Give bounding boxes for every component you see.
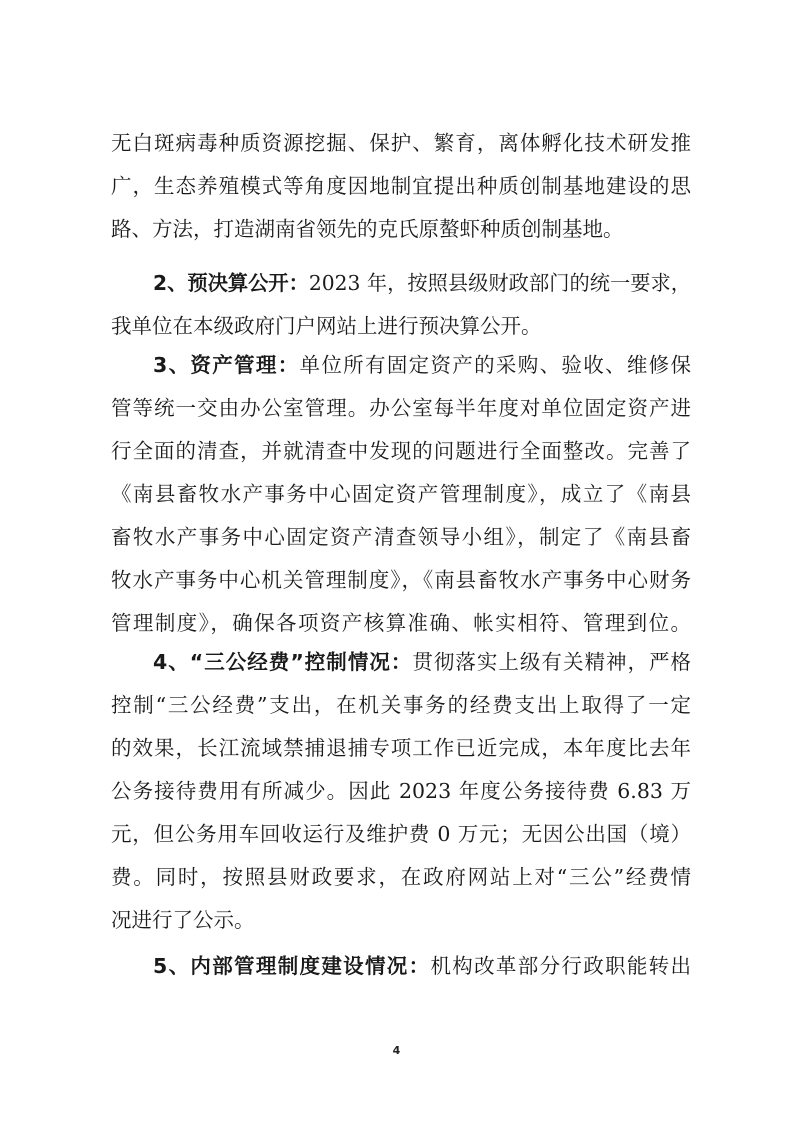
text-span: 贯彻落实上级有关精神，严格 <box>412 650 691 674</box>
text-line: 的效果，长江流域禁捕退捕专项工作已近完成，本年度比去年 <box>111 736 691 760</box>
text-line: 况进行了公示。 <box>111 908 255 932</box>
text-span: 机构改革部分行政职能转出 <box>430 954 691 978</box>
text-line: 我单位在本级政府门户网站上进行预决算公开。 <box>111 314 542 338</box>
text-line: 畜牧水产事务中心固定资产清查领导小组》，制定了《南县畜 <box>111 525 691 549</box>
text-line: 牧水产事务中心机关管理制度》，《南县畜牧水产事务中心财务 <box>111 568 691 592</box>
text-line: 广，生态养殖模式等角度因地制宜提出种质创制基地建设的思 <box>111 174 691 198</box>
text-line: 管等统一交由办公室管理。办公室每半年度对单位固定资产进 <box>111 396 691 420</box>
text-span: 2023 年，按照县级财政部门的统一要求， <box>308 271 691 295</box>
text-line: 管理制度》，确保各项资产核算准确、帐实相符、管理到位。 <box>111 611 691 635</box>
section-heading: 3、资产管理： <box>153 353 300 377</box>
text-line: 无白斑病毒种质资源挖掘、保护、繁育，离体孵化技术研发推 <box>111 131 691 155</box>
text-line: 路、方法，打造湖南省领先的克氏原螯虾种质创制基地。 <box>111 217 624 241</box>
paragraph-first-line <box>153 350 691 380</box>
section-heading: 4、“三公经费”控制情况： <box>153 650 413 674</box>
text-line: 《南县畜牧水产事务中心固定资产管理制度》，成立了《南县 <box>111 482 691 506</box>
text-line: 控制“三公经费”支出，在机关事务的经费支出上取得了一定 <box>111 693 691 717</box>
text-line: 公务接待费用有所减少。因此 2023 年度公务接待费 6.83 万 <box>111 779 691 803</box>
text-line: 元，但公务用车回收运行及维护费 0 万元；无因公出国（境） <box>111 822 691 846</box>
section-heading: 2、预决算公开： <box>153 271 309 295</box>
text-span: 单位所有固定资产的采购、验收、维修保 <box>299 353 692 377</box>
page-number: 4 <box>392 1044 401 1057</box>
paragraph-first-line <box>153 647 691 677</box>
paragraph-first-line <box>153 951 691 981</box>
text-line: 费。同时，按照县财政要求，在政府网站上对“三公”经费情 <box>111 865 691 889</box>
paragraph-first-line <box>153 268 691 298</box>
text-line: 行全面的清查，并就清查中发现的问题进行全面整改。完善了 <box>111 439 691 463</box>
section-heading: 5、内部管理制度建设情况： <box>153 954 431 978</box>
